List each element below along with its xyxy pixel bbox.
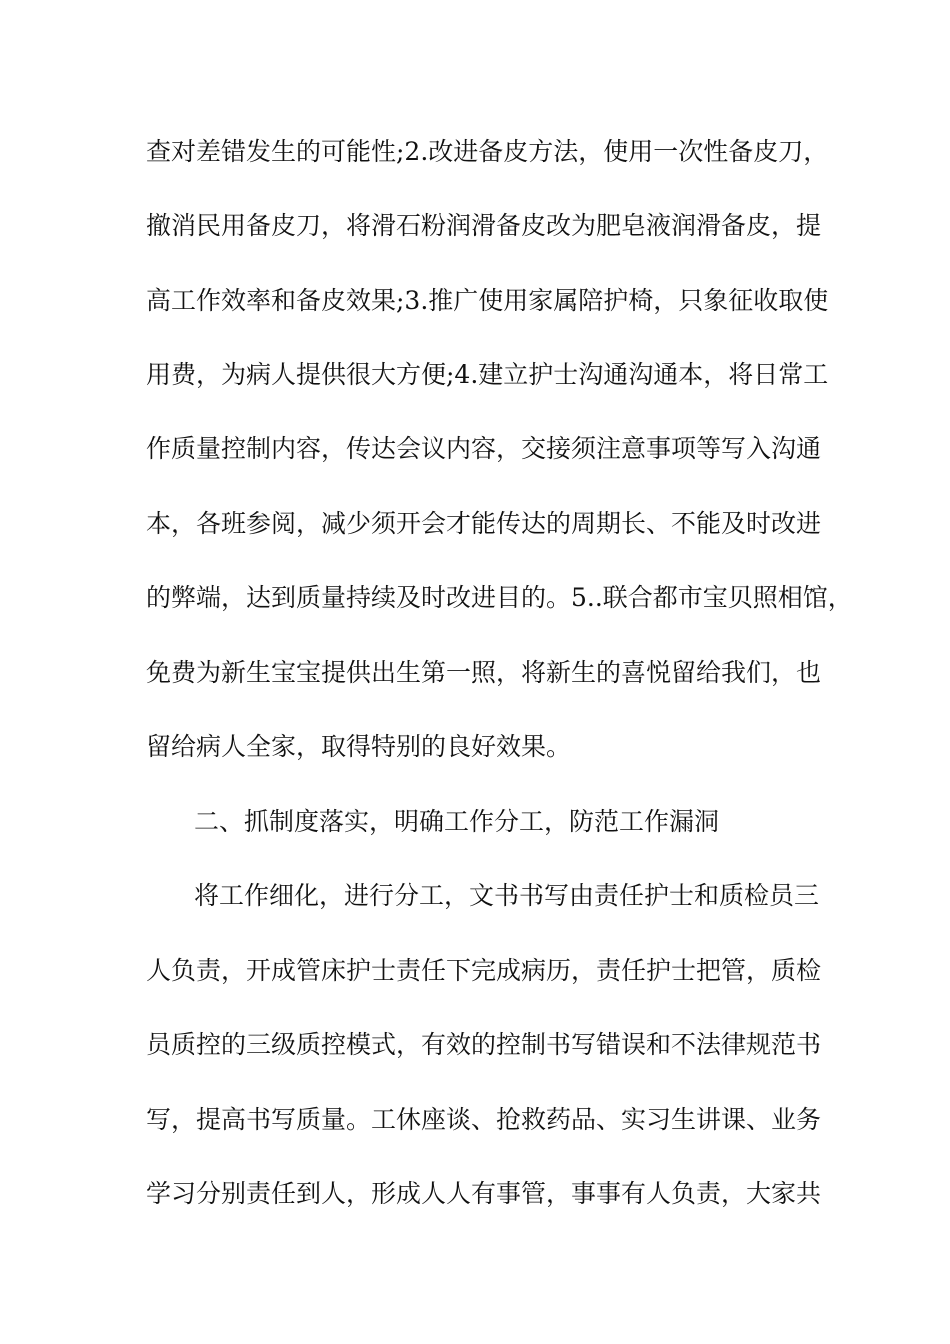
- text-line: 学习分别责任到人，形成人人有事管，事事有人负责，大家共: [146, 1179, 822, 1208]
- text-line: 本，各班参阅，减少须开会才能传达的周期长、不能及时改进: [146, 509, 822, 538]
- text-line: 作质量控制内容，传达会议内容，交接须注意事项等写入沟通: [146, 434, 822, 463]
- text-line: 的弊端，达到质量持续及时改进目的。5..联合都市宝贝照相馆，: [146, 583, 853, 612]
- text-line: 用费，为病人提供很大方便;4.建立护士沟通沟通本，将日常工: [146, 360, 829, 389]
- text-line: 人负责，开成管床护士责任下完成病历，责任护士把管，质检: [146, 956, 822, 985]
- section-heading: 二、抓制度落实，明确工作分工，防范工作漏洞: [194, 807, 720, 836]
- text-line: 留给病人全家，取得特别的良好效果。: [146, 732, 572, 761]
- text-line: 写，提高书写质量。工休座谈、抢救药品、实习生讲课、业务: [146, 1105, 822, 1134]
- paragraph-first-line: 将工作细化，进行分工，文书书写由责任护士和质检员三: [194, 881, 820, 910]
- text-line: 查对差错发生的可能性;2.改进备皮方法，使用一次性备皮刀，: [146, 137, 829, 166]
- text-line: 撤消民用备皮刀，将滑石粉润滑备皮改为肥皂液润滑备皮，提: [146, 211, 822, 240]
- text-line: 免费为新生宝宝提供出生第一照，将新生的喜悦留给我们，也: [146, 658, 822, 687]
- text-line: 员质控的三级质控模式，有效的控制书写错误和不法律规范书: [146, 1030, 822, 1059]
- text-line: 高工作效率和备皮效果;3.推广使用家属陪护椅，只象征收取使: [146, 286, 829, 315]
